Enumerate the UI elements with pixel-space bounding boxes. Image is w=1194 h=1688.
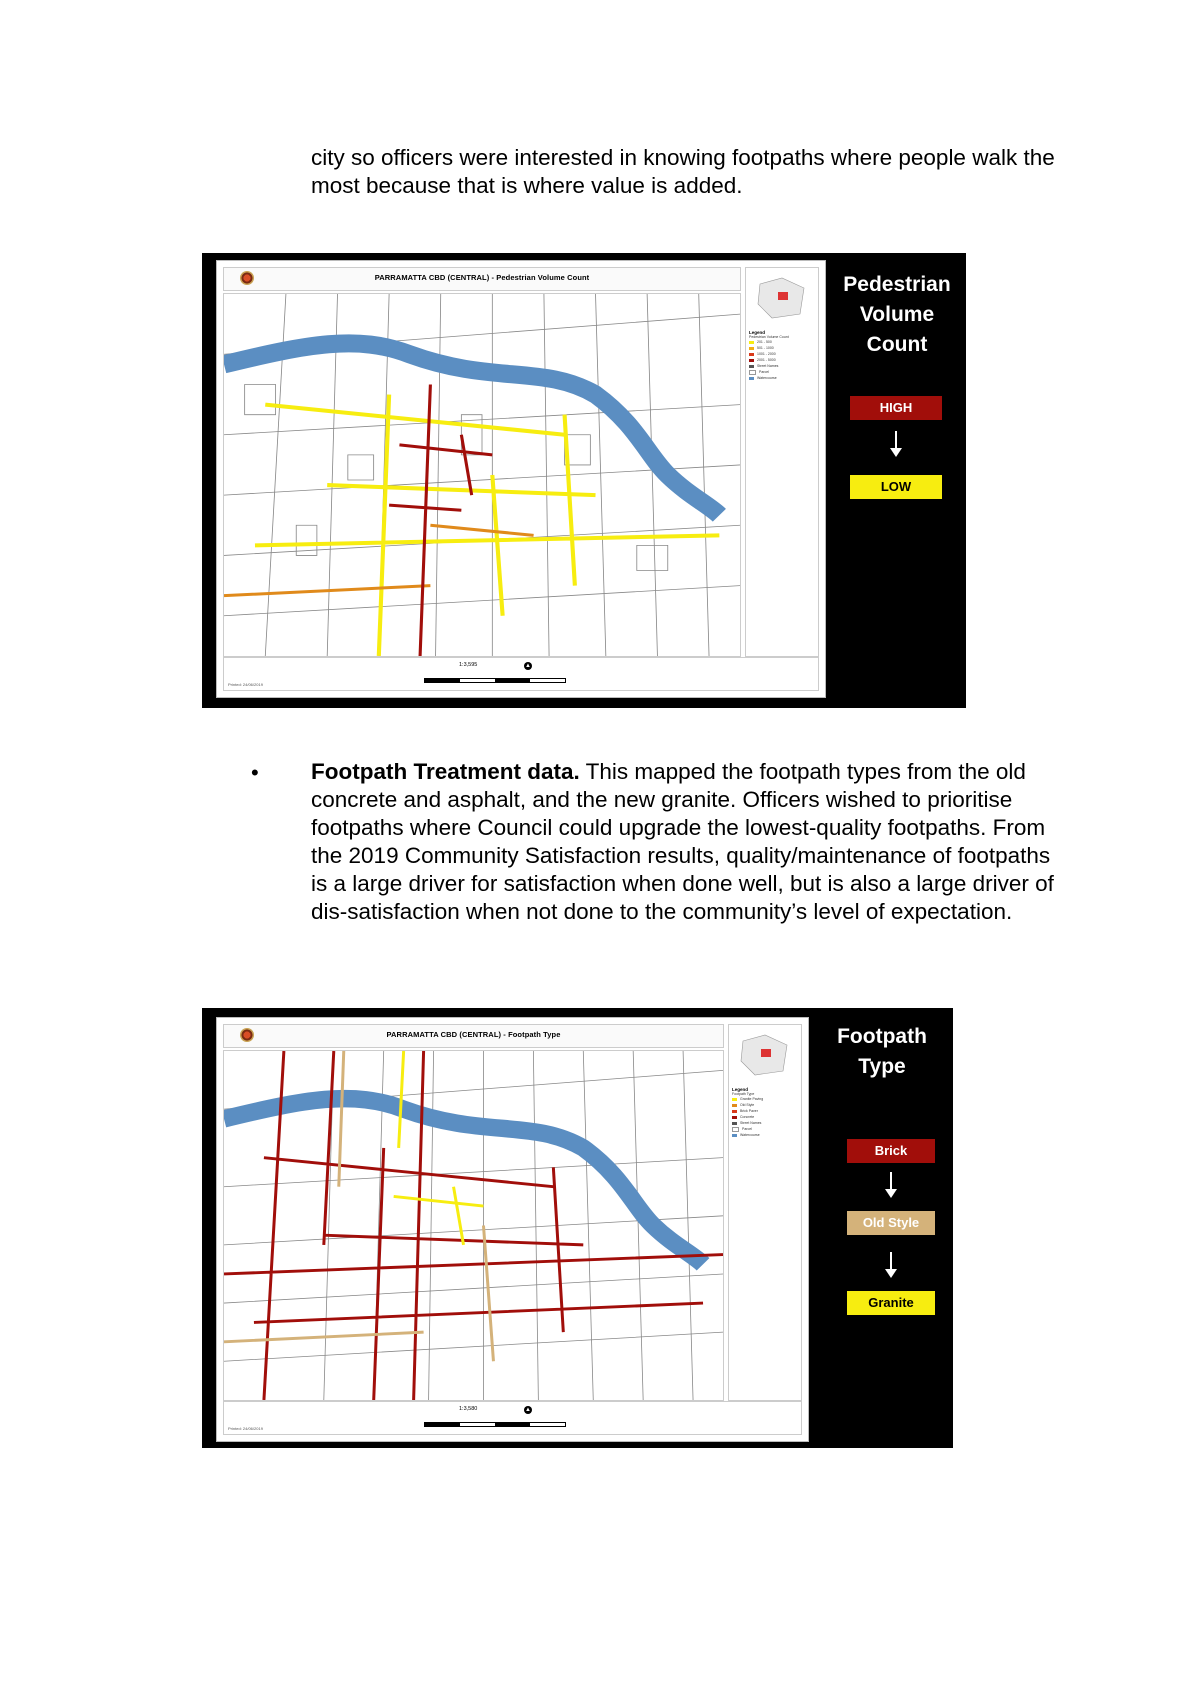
legend-swatch [749, 341, 754, 344]
location-inset-map [752, 274, 812, 322]
arrow-down-icon [890, 1172, 892, 1196]
legend-row [732, 1132, 798, 1138]
street-map [223, 1050, 724, 1401]
legend-subtitle: Pedestrian Volume Count [749, 335, 789, 339]
map-sheet [216, 1017, 809, 1442]
map-legend [749, 330, 815, 381]
legend-label: Concrete [740, 1115, 755, 1119]
map-scale: 1:3,595 [459, 662, 478, 668]
pedestrian-volume-figure [202, 253, 966, 708]
legend-title: Legend [749, 330, 766, 335]
legend-label: Brick Paver [740, 1109, 758, 1113]
map-sheet [216, 260, 826, 698]
legend-panel [728, 1024, 802, 1401]
legend-label: Street Names [757, 364, 779, 368]
bullet-marker: • [251, 760, 259, 785]
legend-label: Watercourse [740, 1133, 760, 1137]
key-old-style: Old Style [847, 1211, 935, 1235]
legend-swatch [749, 347, 754, 350]
key-high: HIGH [850, 396, 942, 420]
key-brick: Brick [847, 1139, 935, 1163]
legend-label: Parcel [742, 1127, 752, 1131]
legend-swatch [732, 1122, 737, 1125]
legend-swatch [749, 353, 754, 356]
legend-swatch [732, 1116, 737, 1119]
printed-date: Printed: 24/06/2019 [228, 682, 263, 687]
scale-bar [424, 1422, 566, 1427]
key-granite: Granite [847, 1291, 935, 1315]
map-footer [223, 657, 819, 691]
street-map [223, 293, 741, 657]
legend-subtitle: Footpath Type [732, 1092, 755, 1096]
map-header [223, 267, 741, 291]
legend-swatch [749, 365, 754, 368]
scale-bar [424, 678, 566, 683]
map-footer [223, 1401, 802, 1435]
legend-swatch [749, 377, 754, 380]
legend-panel [745, 267, 819, 657]
legend-label: Granite Paving [740, 1097, 764, 1101]
map-title: PARRAMATTA CBD (CENTRAL) - Pedestrian Volume Count [374, 273, 590, 282]
legend-title: Legend [732, 1087, 749, 1092]
legend-row [749, 375, 815, 381]
north-arrow-icon: ▲ [525, 1407, 531, 1413]
legend-swatch [732, 1104, 737, 1107]
legend-swatch [749, 359, 754, 362]
map-scale: 1:3,580 [459, 1406, 478, 1412]
map-header [223, 1024, 724, 1048]
location-inset-map [735, 1031, 795, 1079]
footpath-treatment-body: This mapped the footpath types from the old concrete and asphalt, and the new granite. Officers wished to prioritise footpaths where Council could upgrade the lowest-quality footpaths. From the 2019 Community Satisfaction results, quality/maintenance of footpaths is a large driver for satisfaction when done well, but is also a large driver of dis-satisfaction when not done to the community’s level of expectation. [311, 759, 1054, 924]
legend-swatch [732, 1098, 737, 1101]
intro-paragraph: city so officers were interested in knowing footpaths where people walk the most because that is where value is added. [311, 145, 1055, 198]
map-title: PARRAMATTA CBD (CENTRAL) - Footpath Type [386, 1030, 561, 1039]
arrow-down-icon [890, 1252, 892, 1276]
legend-label: Parcel [759, 370, 769, 374]
map-legend [732, 1087, 798, 1138]
footpath-treatment-heading: Footpath Treatment data. [311, 759, 580, 784]
legend-swatch [732, 1127, 739, 1132]
footpath-treatment-paragraph [311, 758, 1071, 926]
legend-label: Old Style [740, 1103, 755, 1107]
legend-label: Street Names [740, 1121, 762, 1125]
legend-swatch [732, 1110, 737, 1113]
footpath-type-figure [202, 1008, 953, 1448]
legend-swatch [749, 370, 756, 375]
legend-label: 2001 - 5000 [757, 358, 776, 362]
north-arrow-icon: ▲ [525, 663, 531, 669]
arrow-down-icon [895, 431, 897, 455]
legend-swatch [732, 1134, 737, 1137]
key-low: LOW [850, 475, 942, 499]
legend-label: Watercourse [757, 376, 777, 380]
street-map-drawing [224, 1051, 723, 1400]
legend-label: 501 - 1000 [757, 346, 774, 350]
legend-label: 201 - 500 [757, 340, 772, 344]
printed-date: Printed: 24/06/2019 [228, 1426, 263, 1431]
legend-label: 1001 - 2000 [757, 352, 776, 356]
street-map-drawing [224, 294, 740, 656]
figure-side-title: Footpath Type [837, 1025, 927, 1078]
figure-side-title: Pedestrian Volume Count [843, 273, 951, 356]
